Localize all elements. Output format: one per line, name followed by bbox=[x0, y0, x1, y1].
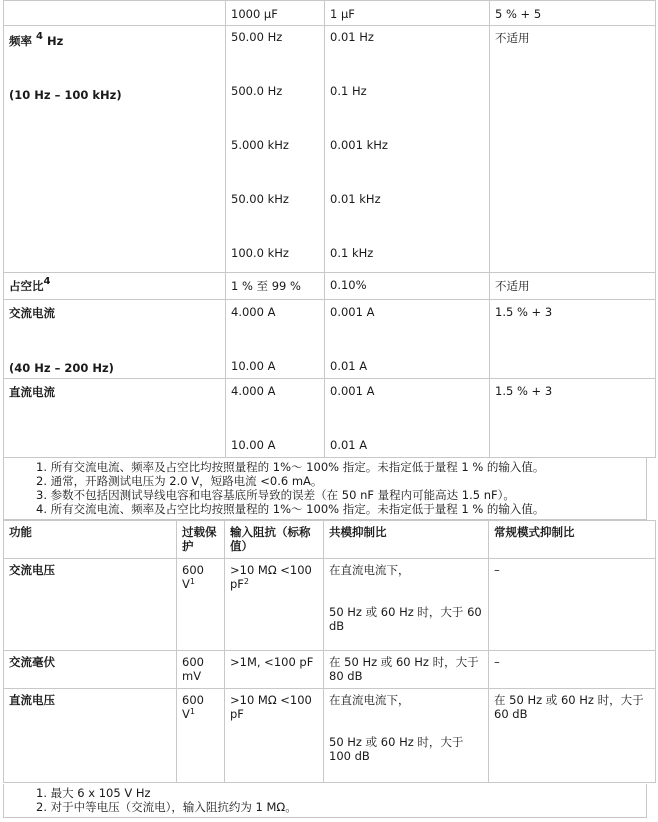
cmrr-cell: 在直流电流下， 50 Hz 或 60 Hz 时，大于 60 dB bbox=[324, 559, 489, 651]
table-row bbox=[4, 689, 656, 783]
function-name: 直流电流 bbox=[9, 385, 55, 399]
footnote: 2. 通常，开路测试电压为 2.0 V，短路电流 <0.6 mA。 bbox=[36, 474, 323, 488]
footnotes bbox=[3, 784, 647, 818]
function-subtitle: (40 Hz – 200 Hz) bbox=[9, 361, 114, 375]
function-cell: 交流电压 bbox=[4, 559, 177, 651]
nmrr-cell: – bbox=[489, 651, 656, 689]
function-cell bbox=[4, 300, 226, 379]
function-cell bbox=[4, 379, 226, 458]
table-header-row bbox=[4, 521, 656, 559]
footnote: 2. 对于中等电压（交流电），输入阻抗约为 1 MΩ。 bbox=[36, 800, 297, 814]
function-cell bbox=[4, 26, 226, 273]
overload-cell: 600 mV bbox=[177, 651, 225, 689]
footnote: 3. 参数不包括因测试导线电容和电容基底所导致的误差（在 50 nF 量程内可能高达 1.5 nF）。 bbox=[36, 488, 515, 502]
footnote: 4. 所有交流电流、频率及占空比均按照量程的 1%～ 100% 指定。未指定低于量程 1 % 的输入值。 bbox=[36, 502, 545, 516]
resolution-cell: 0.001 A 0.01 A bbox=[325, 300, 490, 379]
overload-cell: 600 $V^1$ bbox=[177, 689, 225, 783]
accuracy-cell: 5 % + 5 bbox=[490, 1, 656, 26]
spec-table-input bbox=[3, 520, 656, 783]
impedance-cell: >10 MΩ <100 pF bbox=[225, 689, 324, 783]
range-cell: 4.000 A 10.00 A bbox=[226, 300, 325, 379]
column-header: 功能 bbox=[4, 521, 177, 559]
table-row bbox=[4, 379, 656, 458]
function-cell: 交流毫伏 bbox=[4, 651, 177, 689]
table-row bbox=[4, 26, 656, 273]
column-header: 常规模式抑制比 bbox=[489, 521, 656, 559]
column-header: 输入阻抗（标称值） bbox=[225, 521, 324, 559]
function-name: 交流电流 bbox=[9, 306, 55, 320]
table-row bbox=[4, 1, 656, 26]
accuracy-cell: 不适用 bbox=[490, 273, 656, 300]
table-row bbox=[4, 273, 656, 300]
accuracy-cell: 不适用 bbox=[490, 26, 656, 273]
cmrr-cell: 在 50 Hz 或 60 Hz 时，大于 80 dB bbox=[324, 651, 489, 689]
range-cell: 50.00 Hz 500.0 Hz 5.000 kHz 50.00 kHz 100.0 kHz bbox=[226, 26, 325, 273]
function-name: 频率 $^4$ Hz bbox=[9, 31, 64, 48]
range-cell: 1 % 至 99 % bbox=[226, 273, 325, 300]
accuracy-cell: 1.5 % + 3 bbox=[490, 300, 656, 379]
function-cell bbox=[4, 1, 226, 26]
function-subtitle: (10 Hz – 100 kHz) bbox=[9, 88, 122, 102]
table-row bbox=[4, 300, 656, 379]
column-header: 过载保护 bbox=[177, 521, 225, 559]
range-cell: 1000 µF bbox=[226, 1, 325, 26]
spec-table-measurement bbox=[3, 0, 656, 458]
resolution-cell: 0.01 Hz 0.1 Hz 0.001 kHz 0.01 kHz 0.1 kHz bbox=[325, 26, 490, 273]
resolution-cell: 1 µF bbox=[325, 1, 490, 26]
table-row bbox=[4, 651, 656, 689]
impedance-cell: >10 MΩ <100 $pF^2$ bbox=[225, 559, 324, 651]
impedance-cell: >1M, <100 pF bbox=[225, 651, 324, 689]
footnotes bbox=[3, 458, 647, 520]
footnote: 1. 所有交流电流、频率及占空比均按照量程的 1%～ 100% 指定。未指定低于量程 1 % 的输入值。 bbox=[36, 460, 545, 474]
function-cell bbox=[4, 273, 226, 300]
nmrr-cell: 在 50 Hz 或 60 Hz 时，大于 60 dB bbox=[489, 689, 656, 783]
function-name: 占空比$^4$ bbox=[9, 276, 51, 293]
resolution-cell: 0.001 A 0.01 A bbox=[325, 379, 490, 458]
footnote: 1. 最大 6 x 105 V Hz bbox=[36, 786, 151, 800]
range-cell: 4.000 A 10.00 A bbox=[226, 379, 325, 458]
table-row bbox=[4, 559, 656, 651]
nmrr-cell: – bbox=[489, 559, 656, 651]
function-cell: 直流电压 bbox=[4, 689, 177, 783]
cmrr-cell: 在直流电流下， 50 Hz 或 60 Hz 时，大于 100 dB bbox=[324, 689, 489, 783]
resolution-cell: 0.10% bbox=[325, 273, 490, 300]
accuracy-cell: 1.5 % + 3 bbox=[490, 379, 656, 458]
overload-cell: 600 $V^1$ bbox=[177, 559, 225, 651]
column-header: 共模抑制比 bbox=[324, 521, 489, 559]
